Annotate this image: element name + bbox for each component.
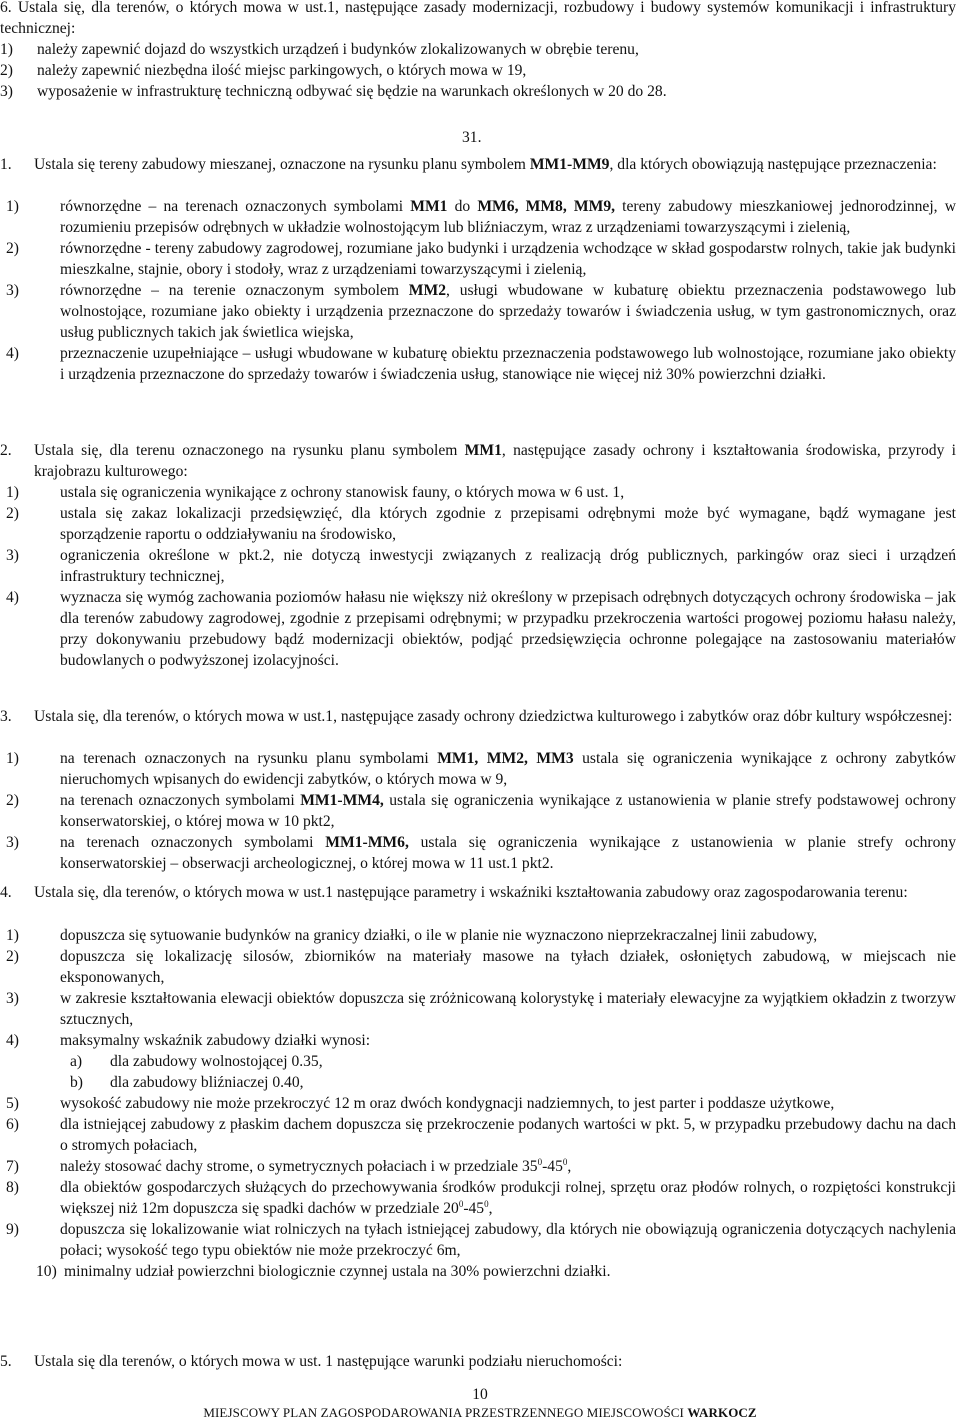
list-item: 3) wyposażenie w infrastrukturę techniczną odbywać się będzie na warunkach określonych w 20 do 28. (0, 83, 667, 100)
list-item: 9) dopuszcza się lokalizowanie wiat rolniczych na tyłach istniejącej zabudowy, dla których nie obowiązują ograniczenia dotyczących nachylenia połaci; wysokość tego typu obiektów nie może przekroczyć 6m, (6, 1221, 956, 1259)
point-5: 5. Ustala się dla terenów, o których mowa w ust. 1 następujące warunki podziału nieruchomości: (0, 1353, 623, 1370)
list-item: 6) dla istniejącej zabudowy z płaskim dachem dopuszcza się przekroczenie podanych wartości w pkt. 5, w przypadku przebudowy dachu na dach o stromych połaciach, (6, 1116, 956, 1154)
point-4-list (6, 925, 956, 1282)
point-1: 1. Ustala się tereny zabudowy mieszanej, oznaczone na rysunku planu symbolem MM1-MM9, dla których obowiązują następujące przeznaczenia: (0, 156, 937, 173)
list-item: 2) należy zapewnić niezbędna ilość miejsc parkingowych, o których mowa w 19, (0, 62, 527, 79)
list-item: 3) ograniczenia określone w pkt.2, nie dotyczą inwestycji związanych z realizacją dróg publicznych, parkingów oraz sieci i urządzeń infrastruktury technicznej, (6, 547, 956, 585)
list-item: 1) ustala się ograniczenia wynikające z ochrony stanowisk fauny, o których mowa w 6 ust. 1, (6, 484, 625, 501)
list-item: 4) maksymalny wskaźnik zabudowy działki wynosi: (6, 1032, 371, 1049)
page-footer: MIEJSCOWY PLAN ZAGOSPODAROWANIA PRZESTRZENNEGO MIEJSCOWOŚCI WARKOCZ (203, 1405, 757, 1420)
list-item: 4) wyznacza się wymóg zachowania poziomów hałasu nie większy niż określony w przepisach odrębnych dotyczących ochrony środowiska – jak dla terenów zabudowy zagrodowej, zgodnie z przepisami odrębnymi; w przypadku przekroczenia wartości progowej poziomu hałasu należy, przy dokonywaniu przebudowy bądź modernizacji obiektów, podjąć przedsięwzięcia ochronne polegające na zastosowaniu materiałów budowlanych o podwyższonej izolacyjności. (6, 589, 956, 669)
list-item: 1) równorzędne – na terenach oznaczonych symbolami MM1 do MM6, MM8, MM9, tereny zabudowy mieszkaniowej jednorodzinnej, w rozumieniu przepisów odrębnych w układzie wolnostojącym lub bliźniaczym, wraz z urządzeniami towarzyszącymi i zielenią, (6, 198, 956, 236)
list-item: 4) przeznaczenie uzupełniające – usługi wbudowane w kubaturę obiektu przeznaczenia podstawowego lub wolnostojące, rozumiane jako obiekty i urządzenia przeznaczone do sprzedaży towarów i świadczenia usług, stanowiące nie więcej niż 30% powierzchni działki. (6, 345, 956, 383)
list-item: 3) równorzędne – na terenie oznaczonym symbolem MM2, usługi wbudowane w kubaturę obiektu przeznaczenia podstawowego lub wolnostojące, rozumiane jako obiekty i urządzenia przeznaczone do sprzedaży towarów i świadczenia usług, w tym gastronomicznych, oraz usług publicznych takich jak świetlica wiejska, (6, 282, 956, 341)
point-4: 4. Ustala się, dla terenów, o których mowa w ust.1 następujące parametry i wskaźniki kształtowania zabudowy oraz zagospodarowania terenu: (0, 884, 908, 901)
list-item: 2) ustala się zakaz lokalizacji przedsięwzięć, dla których zgodnie z przepisami odrębnymi może być wymagane, bądź wymagane jest sporządzenie raportu o oddziaływaniu na środowisko, (6, 505, 956, 543)
list-item: 2) dopuszcza się lokalizację silosów, zbiorników na materiały masowe na tyłach działek, osłoniętych zabudową, w miejscach nie eksponowanych, (6, 948, 956, 986)
list-item: 8) dla obiektów gospodarczych służących do przechowywania środków produkcji rolnej, sprzętu oraz płodów rolnych, o rozpiętości konstrukcji większej niż 12m dopuszcza się spadki dachów w przedziale $20^0-45^0$, (6, 1179, 956, 1217)
list-item: 2) równorzędne - tereny zabudowy zagrodowej, rozumiane jako budynki i urządzenia wchodzące w skład gospodarstw rolnych, takie jak budynki mieszkalne, stajnie, obory i stodoły, wraz z urządzeniami towarzyszącymi i zielenią, (6, 240, 956, 278)
list-item: 3) w zakresie kształtowania elewacji obiektów dopuszcza się zróżnicowaną kolorystykę i materiały elewacyjne za wyjątkiem okładzin z tworzyw sztucznych, (6, 990, 956, 1028)
list-item: 5) wysokość zabudowy nie może przekroczyć 12 m oraz dwóch kondygnacji nadziemnych, to jest parter i poddasze użytkowe, (6, 1095, 835, 1112)
list-item: 1) należy zapewnić dojazd do wszystkich urządzeń i budynków zlokalizowanych w obrębie terenu, (0, 41, 639, 58)
point-3: 3. Ustala się, dla terenów, o których mowa w ust.1, następujące zasady ochrony dziedzictwa kulturowego i zabytków oraz dóbr kultury współczesnej: (0, 708, 953, 725)
point-6-intro: 6. Ustala się, dla terenów, o których mowa w ust.1, następujące zasady modernizacji, rozbudowy i budowy systemów komunikacji i infrastruktury technicznej: (0, 0, 956, 37)
list-item: 1) dopuszcza się sytuowanie budynków na granicy działki, o ile w planie nie wyznaczono nieprzekraczalnej linii zabudowy, (6, 927, 818, 944)
list-item: 10) minimalny udział powierzchni biologicznie czynnej ustala na 30% powierzchni działki. (36, 1263, 611, 1280)
point-2: 2. Ustala się, dla terenu oznaczonego na rysunku planu symbolem MM1, następujące zasady ochrony i kształtowania środowiska, przyrody i krajobrazu kulturowego: (0, 442, 956, 480)
list-item: 1) na terenach oznaczonych na rysunku planu symbolami MM1, MM2, MM3 ustala się ograniczenia wynikające z ochrony zabytków nieruchomych wpisanych do ewidencji zabytków, o których mowa w 9, (6, 750, 957, 788)
list-item: 7) należy stosować dachy strome, o symetrycznych połaciach i w przedziale $35^0-45^0$, (6, 1157, 572, 1175)
point-6 (0, 0, 956, 102)
point-2-list (6, 482, 956, 671)
section-heading: 31. (462, 129, 482, 146)
sub-item: a) dla zabudowy wolnostojącej 0.35, (70, 1053, 323, 1070)
page-number: 10 (472, 1386, 488, 1403)
list-item: 2) na terenach oznaczonych symbolami MM1-MM4, ustala się ograniczenia wynikające z ustanowienia w planie strefy podstawowej ochrony konserwatorskiej, o której mowa w 10 pkt2, (6, 792, 957, 830)
point-1-list (6, 196, 956, 385)
sub-item: b) dla zabudowy bliźniaczej 0.40, (70, 1074, 304, 1091)
point-3-list (6, 748, 956, 874)
list-item: 3) na terenach oznaczonych symbolami MM1-MM6, ustala się ograniczenia wynikające z ustanowienia w planie strefy ochrony konserwatorskiej – obserwacji archeologicznej, o której mowa w 11 ust.1 pkt2. (6, 834, 957, 872)
